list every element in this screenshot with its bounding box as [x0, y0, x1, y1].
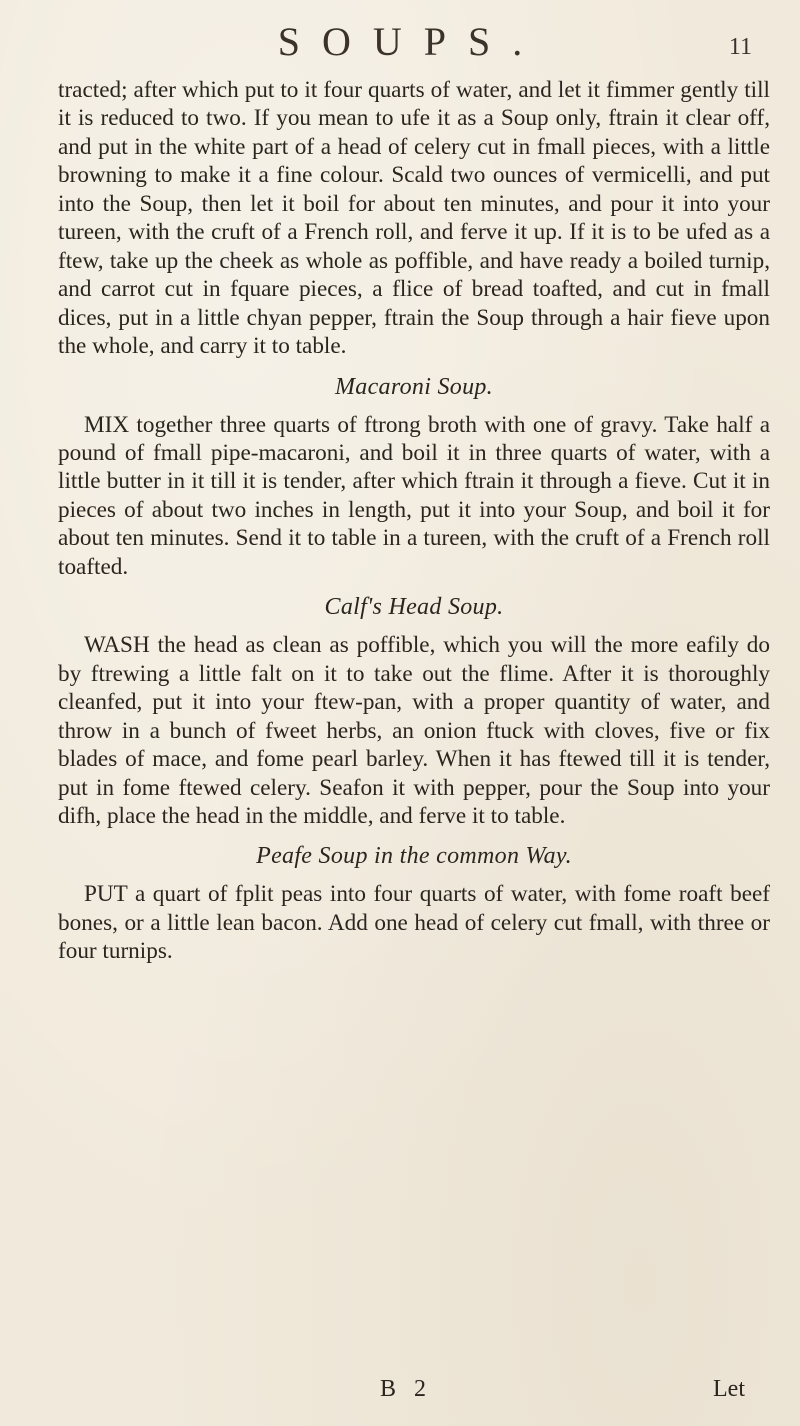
- signature-mark: B 2: [380, 1376, 433, 1402]
- paragraph-pease-soup: PUT a quart of fplit peas into four quarts of water, with fome roaft beef bones, or a little lean bacon. Add one head of celery cut fmall, with three or four turnips.: [58, 881, 770, 965]
- recipe-heading-macaroni-soup: Macaroni Soup.: [335, 373, 493, 400]
- page-body: [58, 76, 770, 966]
- page-footer: [0, 1376, 800, 1416]
- recipe-heading-calfs-head-soup: Calf's Head Soup.: [324, 594, 504, 621]
- recipe-heading-pease-soup: Peafe Soup in the common Way.: [256, 843, 572, 870]
- page-number: 11: [728, 34, 752, 60]
- running-title: SOUPS.: [277, 19, 545, 64]
- paragraph-macaroni-soup: MIX together three quarts of ftrong broth with one of gravy. Take half a pound of fmall pipe-macaroni, and boil it in three quarts of water, with a little butter in it till it is tender, after which ftrain it through a fieve. Cut it in pieces of about two inches in length, put it into your Soup, and boil it for about ten minutes. Send it to table in a tureen, with the cruft of a French roll toafted.: [58, 411, 770, 580]
- catchword: Let: [713, 1376, 745, 1402]
- paragraph-calfs-head-soup: WASH the head as clean as poffible, which you will the more eafily do by ftrewing a little falt on it to take out the flime. After it is thoroughly cleanfed, put it into your ftew-pan, with a proper quantity of water, and throw in a bunch of fweet herbs, an onion ftuck with cloves, five or fix blades of mace, and fome pearl barley. When it has ftewed till it is tender, put in fome ftewed celery. Seafon it with pepper, pour the Soup into your difh, place the head in the middle, and ferve it to table.: [58, 632, 770, 829]
- page-header: [0, 18, 800, 78]
- paragraph-continued-recipe: tracted; after which put to it four quarts of water, and let it fimmer gently till it is reduced to two. If you mean to ufe it as a Soup only, ftrain it clear off, and put in the white part of a head of celery cut in fmall pieces, with a little browning to make it a fine colour. Scald two ounces of vermicelli, and put into the Soup, then let it boil for about ten minutes, and pour it into your tureen, with the cruft of a French roll, and ferve it up. If it is to be ufed as a ftew, take up the cheek as whole as poffible, and have ready a boiled turnip, and carrot cut in fquare pieces, a flice of bread toafted, and cut in fmall dices, put in a little chyan pepper, ftrain the Soup through a hair fieve upon the whole, and carry it to table.: [58, 77, 770, 360]
